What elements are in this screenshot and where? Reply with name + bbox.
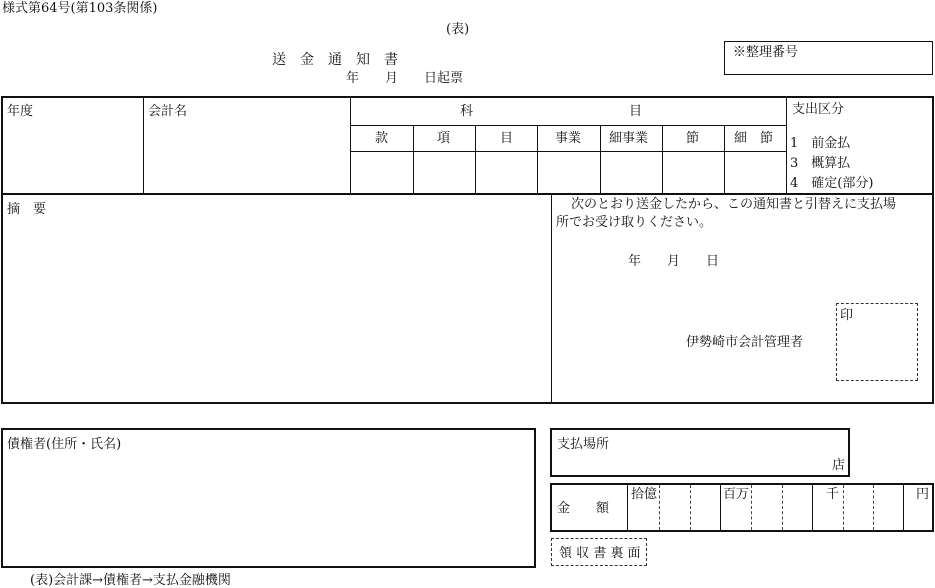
notice-text-line-1: 次のとおり送金したから、この通知書と引替えに支払場 <box>571 197 897 212</box>
document-title: 送 金 通 知 書 <box>272 52 398 68</box>
serial-number-label: ※整理番号 <box>733 45 799 60</box>
divider <box>662 125 663 193</box>
digit-divider <box>659 485 660 530</box>
side-indicator: (表) <box>446 22 470 37</box>
subject-col-jigyou: 事業 <box>555 131 582 146</box>
divider <box>475 125 476 193</box>
divider <box>627 485 628 530</box>
issuer-name: 伊勢崎市会計管理者 <box>686 335 804 350</box>
unit-million: 百万 <box>723 487 750 502</box>
subject-header: 科 目 <box>460 104 643 119</box>
divider <box>351 151 786 152</box>
divider <box>720 485 721 530</box>
payment-place-box[interactable] <box>550 428 850 477</box>
branch-suffix: 店 <box>832 458 846 473</box>
subject-col-kou: 項 <box>437 131 451 146</box>
digit-divider <box>843 485 844 530</box>
unit-billion: 拾億 <box>631 487 658 502</box>
payment-class-label: 支出区分 <box>792 102 845 117</box>
account-name-label: 会計名 <box>148 104 188 119</box>
subject-col-saijigyou: 細事業 <box>609 131 649 146</box>
seal-label: 印 <box>840 308 854 323</box>
issue-date-label: 年 月 日起票 <box>346 71 464 86</box>
divider <box>350 97 351 193</box>
unit-yen: 円 <box>916 487 930 502</box>
divider <box>351 125 786 126</box>
digit-divider <box>782 485 783 530</box>
fiscal-year-label: 年度 <box>7 104 34 119</box>
divider <box>413 125 414 193</box>
divider <box>600 125 601 193</box>
payment-option-advance[interactable]: 1 前金払 <box>790 136 851 151</box>
unit-thousand: 千 <box>826 487 840 502</box>
creditor-label: 債権者(住所・氏名) <box>7 437 122 452</box>
seal-box <box>836 303 918 381</box>
routing-footer: (表)会計課→債権者→支払金融機関 <box>30 573 231 588</box>
notice-date: 年 月 日 <box>628 254 720 269</box>
subject-col-setsu: 節 <box>686 131 700 146</box>
divider <box>537 125 538 193</box>
receipt-note-box <box>551 538 647 566</box>
payment-place-label: 支払場所 <box>557 437 610 452</box>
receipt-note: 領 収 書 裏 面 <box>559 546 641 561</box>
form-number: 様式第64号(第103条関係) <box>2 1 158 16</box>
subject-col-moku: 目 <box>500 131 514 146</box>
divider <box>812 485 813 530</box>
divider <box>903 485 904 530</box>
subject-col-saisetsu: 細 節 <box>734 131 774 146</box>
divider <box>143 97 144 193</box>
summary-label: 摘 要 <box>7 202 47 217</box>
notice-text-line-2: 所でお受け取りください。 <box>556 215 713 230</box>
divider <box>724 125 725 193</box>
digit-divider <box>751 485 752 530</box>
payment-option-estimate[interactable]: 3 概算払 <box>790 156 851 171</box>
section-divider <box>2 193 933 195</box>
creditor-box[interactable] <box>1 428 536 568</box>
payment-option-final[interactable]: 4 確定(部分) <box>790 176 874 191</box>
subject-col-kan: 款 <box>375 131 389 146</box>
digit-divider <box>690 485 691 530</box>
divider <box>786 97 787 193</box>
amount-label: 金 額 <box>557 501 610 516</box>
digit-divider <box>873 485 874 530</box>
serial-number-box[interactable] <box>724 41 933 75</box>
divider <box>551 194 552 403</box>
